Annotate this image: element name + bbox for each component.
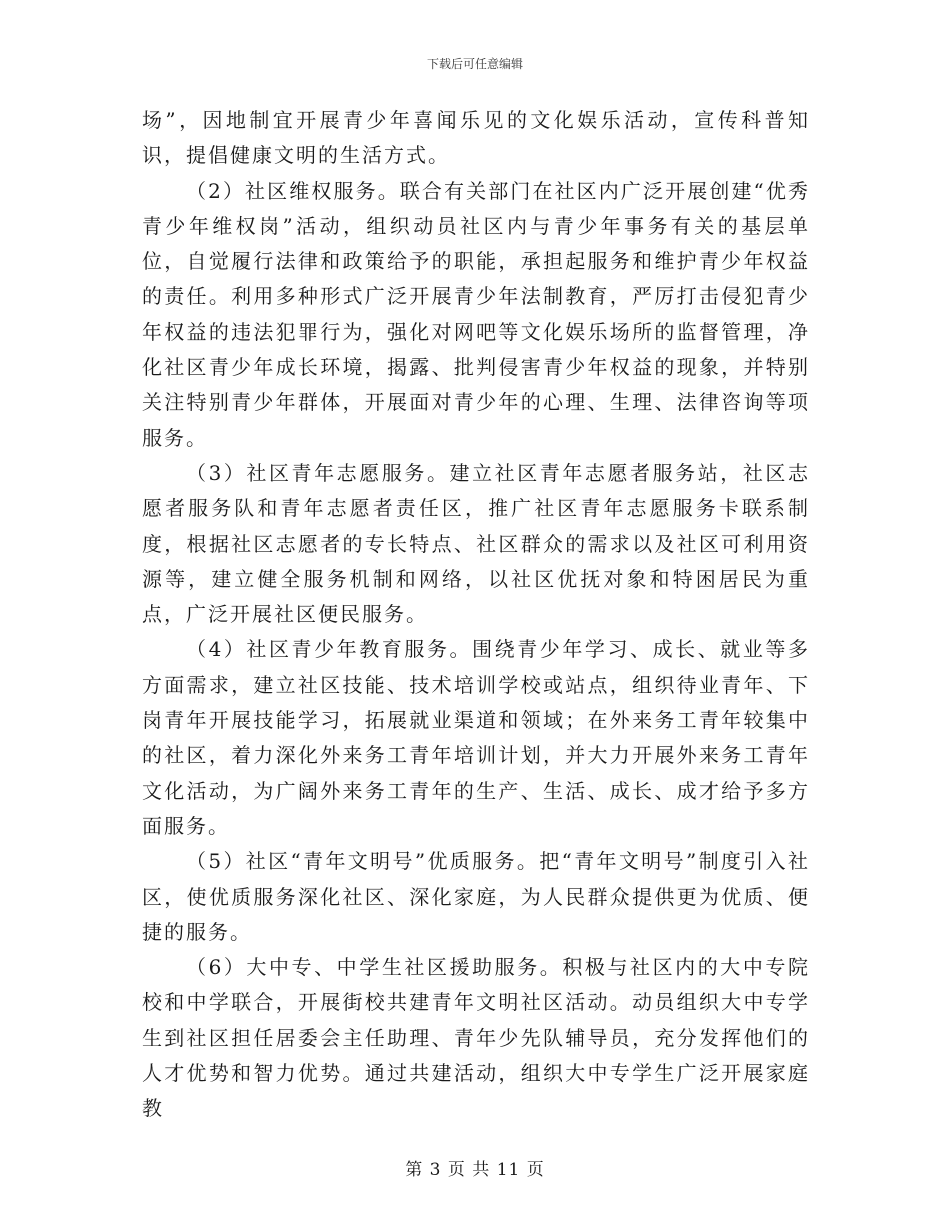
footer-middle: 页 共 <box>447 1160 491 1180</box>
footer-suffix: 页 <box>526 1160 545 1180</box>
paragraph-volunteer-service: （3）社区青年志愿服务。建立社区青年志愿者服务站，社区志愿者服务队和青年志愿者责任区，推广社区青年志愿服务卡联系制度，根据社区志愿者的专长特点、社区群众的需求以及社区可利用资源等，建立健全服务机制和网络，以社区优抚对象和特困居民为重点，广泛开展社区便民服务。 <box>142 460 810 627</box>
page-header: 下载后可任意编辑 <box>426 57 523 71</box>
total-pages-number: 11 <box>496 1160 521 1180</box>
paragraph-rights-service: （2）社区维权服务。联合有关部门在社区内广泛开展创建“优秀青少年维权岗”活动，组织动员社区内与青少年事务有关的基层单位，自觉履行法律和政策给予的职能，承担起服务和维护青少年权益的责任。利用多种形式广泛开展青少年法制教育，严厉打击侵犯青少年权益的违法犯罪行为，强化对网吧等文化娱乐场所的监督管理，净化社区青少年成长环境，揭露、批判侵害青少年权益的现象，并特别关注特别青少年群体，开展面对青少年的心理、生理、法律咨询等项服务。 <box>142 178 810 450</box>
paragraph-civilization-service: （5）社区“青年文明号”优质服务。把“青年文明号”制度引入社区，使优质服务深化社区、深化家庭，为人民群众提供更为优质、便捷的服务。 <box>142 849 810 944</box>
paragraph-education-service: （4）社区青少年教育服务。围绕青少年学习、成长、就业等多方面需求，建立社区技能、技术培训学校或站点，组织待业青年、下岗青年开展技能学习，拓展就业渠道和领域；在外来务工青年较集中的社区，着力深化外来务工青年培训计划，并大力开展外来务工青年文化活动，为广阔外来务工青年的生产、生活、成长、成才给予多方面服务。 <box>142 637 810 838</box>
current-page-number: 3 <box>429 1160 442 1180</box>
paragraph-student-aid-service: （6）大中专、中学生社区援助服务。积极与社区内的大中专院校和中学联合，开展街校共建青年文明社区活动。动员组织大中专学生到社区担任居委会主任助理、青年少先队辅导员，充分发挥他们的人才优势和智力优势。通过共建活动，组织大中专学生广泛开展家庭教 <box>142 955 810 1121</box>
footer-prefix: 第 <box>405 1160 424 1180</box>
document-body <box>142 103 810 1127</box>
page-footer <box>0 1155 950 1180</box>
paragraph-continuation: 场”，因地制宜开展青少年喜闻乐见的文化娱乐活动，宣传科普知识，提倡健康文明的生活方式。 <box>142 108 810 168</box>
